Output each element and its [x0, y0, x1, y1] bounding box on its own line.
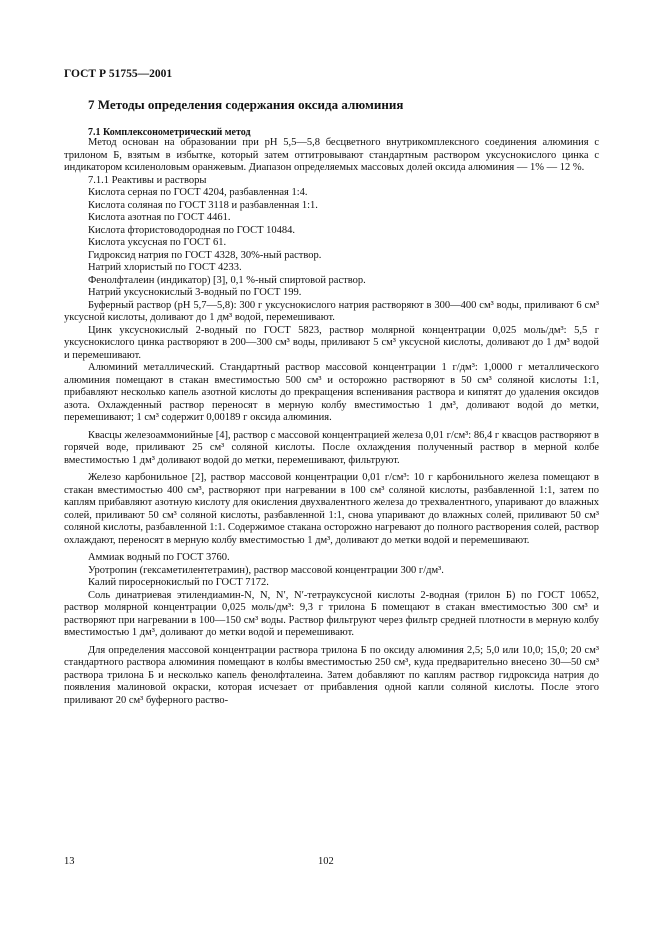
- footer-number: 13: [64, 856, 75, 867]
- paragraph: Калий пиросернокислый по ГОСТ 7172.: [88, 577, 269, 588]
- paragraph: Железо карбонильное [2], раствор массовой концентрации 0,01 г/см³: 10 г карбонильного железа помещают в стакан вместимостью 400 см³, растворяют при нагревании в 100 см³ соляной кислоты, разбавленной 1:1, затем по каплям прибавляют азотную кислоту для окисления двухвалентного железа до трехвалентного, упаривают до влажных солей, приливают 50 см³ соляной кислоты, разбавленной 1:1, снова упаривают до влажных солей, приливают 50 см³ соляной кислоты, разбавленной 1:1. Содержимое стакана осторожно нагревают до полного растворения солей, раствор охлаждают, переносят в мерную колбу вместимостью 1 дм³, доливают до метки водой и перемешивают.: [64, 472, 599, 546]
- paragraph: Аммиак водный по ГОСТ 3760.: [88, 552, 230, 563]
- paragraph: Гидроксид натрия по ГОСТ 4328, 30%-ный раствор.: [88, 249, 322, 261]
- paragraph: Метод основан на образовании при рН 5,5—5,8 бесцветного внутрикомплексного соединения алюминия с трилоном Б, взятым в избытке, который затем оттитровывают стандартным раствором уксуснокислого цинка с индикатором ксиленоловым оранжевым. Диапазон определяемых массовых долей оксида алюминия — 1% — 12 %.: [64, 137, 599, 173]
- paragraph: Цинк уксуснокислый 2-водный по ГОСТ 5823, раствор молярной концентрации 0,025 моль/дм³: 5,5 г уксуснокислого цинка растворяют в 200—300 см³ воды, приливают 5 см³ уксусной кислоты, доливают до 1 дм³ водой и перемешивают.: [64, 324, 599, 361]
- document-header: ГОСТ Р 51755—2001: [64, 68, 173, 80]
- paragraph: Кислота азотная по ГОСТ 4461.: [88, 212, 231, 223]
- subsection-title: 7.1 Комплексонометрический метод: [88, 127, 251, 138]
- paragraph: Натрий хлористый по ГОСТ 4233.: [88, 262, 242, 273]
- paragraph: Кислота уксусная по ГОСТ 61.: [88, 237, 227, 248]
- paragraph: Фенолфталеин (индикатор) [3], 0,1 %-ный спиртовой раствор.: [88, 274, 366, 286]
- section-title: 7 Методы определения содержания оксида алюминия: [88, 97, 404, 112]
- paragraph: Алюминий металлический. Стандартный раствор массовой концентрации 1 г/дм³: 1,0000 г металлического алюминия помещают в стакан вместимостью 500 см³ и осторожно растворяют в 50 см³ соляной кислоты 1:1, прибавляют несколько капель азотной кислоты до прекращения вспенивания раствора и кипятят до удаления оксидов азота. Охлажденный раствор переносят в мерную колбу вместимостью 1 дм³, доливают водой до метки, перемешивают; 1 см³ содержит 0,00189 г оксида алюминия.: [64, 362, 599, 423]
- body-text: [64, 137, 599, 707]
- paragraph: Соль динатриевая этилендиамин-N, N, N′, N′-тетрауксусной кислоты 2-водная (трилон Б) по ГОСТ 10652, раствор молярной концентрации 0,025 моль/дм³: 9,3 г трилона Б помещают в стакан вместимостью 300 см³ и растворяют при нагревании в 100—150 см³ воды. Раствор фильтруют через фильтр средней плотности в мерную колбу вместимостью 1 дм³, доливают до метки водой и перемешивают.: [64, 589, 599, 638]
- paragraph: Буферный раствор (рН 5,7—5,8): 300 г уксуснокислого натрия растворяют в 300—400 см³ воды, приливают 6 см³ уксусной кислоты, доливают до 1 дм³ водой, перемешивают.: [64, 299, 599, 323]
- paragraph: Уротропин (гексаметилентетрамин), раствор массовой концентрации 300 г/дм³.: [88, 564, 444, 576]
- paragraph: Натрий уксуснокислый 3-водный по ГОСТ 199.: [88, 287, 302, 298]
- paragraph: 7.1.1 Реактивы и растворы: [88, 174, 207, 186]
- page-number: 102: [318, 856, 334, 867]
- paragraph: Кислота соляная по ГОСТ 3118 и разбавленная 1:1.: [88, 199, 318, 211]
- paragraph: Для определения массовой концентрации раствора трилона Б по оксиду алюминия 2,5; 5,0 или 10,0; 15,0; 20 см³ стандартного раствора алюминия помещают в колбы вместимостью 250 см³, куда предварительно внесено 30—50 см³ раствора трилона Б и несколько капель фенолфталеина. Затем добавляют по каплям раствор гидроксида натрия до появления малиновой окраски, которая исчезает от прибавления одной капли соляной кислоты. После этого приливают 20 см³ буферного раство-: [64, 644, 599, 706]
- paragraph: Квасцы железоаммонийные [4], раствор с массовой концентрацией железа 0,01 г/см³: 86,4 г квасцов растворяют в горячей воде, приливают 25 см³ соляной кислоты. После охлаждения полученный раствор в мерной колбе вместимостью 1 дм³ доливают водой до метки, перемешивают, фильтруют.: [64, 429, 599, 466]
- paragraph: Кислота серная по ГОСТ 4204, разбавленная 1:4.: [88, 187, 308, 198]
- paragraph: Кислота фтористоводородная по ГОСТ 10484.: [88, 224, 296, 236]
